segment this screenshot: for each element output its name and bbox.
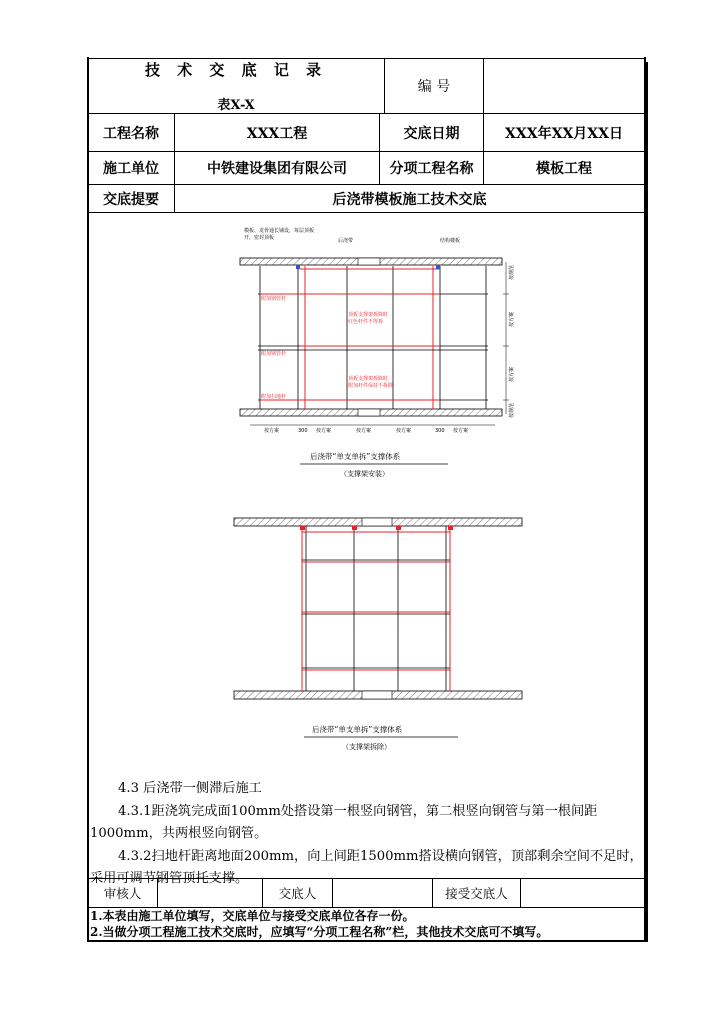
discloser-value bbox=[333, 879, 433, 908]
contractor-label: 施工单位 bbox=[88, 152, 175, 185]
red-brackets-2 bbox=[300, 526, 453, 530]
title-cell bbox=[88, 59, 484, 114]
right-dim-4: 按规范 bbox=[509, 402, 515, 418]
top-brackets bbox=[296, 265, 440, 269]
date-label: 交底日期 bbox=[380, 114, 484, 152]
signature-table bbox=[87, 878, 645, 908]
header-table bbox=[87, 58, 645, 213]
bottom-dim-2: 300 bbox=[298, 428, 308, 434]
bottom-dim-4: 按方案 bbox=[356, 428, 372, 434]
receiver-value bbox=[521, 879, 645, 908]
fig1-caption: 后浇带“单支单拆”支撑体系 bbox=[310, 452, 401, 461]
reviewer-value bbox=[158, 879, 263, 908]
frame-shadow-right bbox=[646, 62, 648, 942]
post-pour-gap-top-2 bbox=[362, 518, 392, 526]
summary-label: 交底提要 bbox=[88, 185, 175, 213]
footer-notes bbox=[88, 908, 644, 940]
bottom-dim-6: 300 bbox=[435, 428, 445, 434]
fig1-label-sweep: 附加扫地杆 bbox=[261, 394, 287, 400]
right-dim-3: 按方案 bbox=[509, 366, 515, 382]
note-1: 1.本表由施工单位填写，交底单位与接受交底单位各存一份。 bbox=[90, 909, 415, 923]
figure-support-installation bbox=[230, 222, 520, 487]
fig1-note-red-1b: 红色杆件不得拆 bbox=[348, 319, 384, 325]
vertical-poles-2 bbox=[306, 526, 446, 691]
bottom-dim-1: 按方案 bbox=[264, 428, 280, 434]
horizontal-poles-2 bbox=[302, 560, 450, 668]
item-4-3-1: 4.3.1距浇筑完成面100mm处搭设第一根竖向钢管，第二根竖向钢管与第一根间距1000mm，共两根竖向钢管。 bbox=[90, 803, 598, 841]
body-text bbox=[90, 778, 643, 891]
document-subtitle: 表X-X bbox=[217, 98, 255, 113]
fig1-label-slab: 结构楼板 bbox=[440, 238, 461, 244]
discloser-label: 交底人 bbox=[263, 879, 333, 908]
section-heading: 4.3 后浇带一侧滞后施工 bbox=[118, 781, 262, 796]
post-pour-gap-bottom-2 bbox=[362, 691, 392, 699]
bottom-dim-7: 按方案 bbox=[453, 428, 469, 434]
right-dim-1: 按规范 bbox=[509, 264, 515, 280]
fig1-note-red-2: 顶板支撑架拆除时 bbox=[348, 376, 389, 382]
subproject-value: 模板工程 bbox=[484, 152, 645, 185]
fig2-caption-sub: （支撑架拆除） bbox=[342, 743, 391, 751]
fig2-caption: 后浇带“单支单拆”支撑体系 bbox=[312, 725, 403, 734]
number-label: 编 号 bbox=[417, 78, 451, 95]
red-horizontal-poles-2 bbox=[302, 532, 450, 670]
post-pour-gap-top bbox=[358, 258, 380, 265]
bottom-dim-5: 按方案 bbox=[396, 428, 412, 434]
receiver-label: 接受交底人 bbox=[433, 879, 521, 908]
summary-value: 后浇带模板施工技术交底 bbox=[175, 185, 645, 213]
fig1-label-top-left-2: 开，密封顶板 bbox=[244, 235, 275, 241]
fig1-label-post-pour: 后浇带 bbox=[338, 238, 354, 244]
document-title: 技 术 交 底 记 录 bbox=[144, 61, 328, 79]
fig1-note-red-2b: 附加杆件保持不拆除 bbox=[348, 383, 394, 389]
project-name-value: XXX工程 bbox=[175, 114, 380, 152]
date-value: XXX年XX月XX日 bbox=[484, 114, 645, 152]
right-dimension-line bbox=[503, 262, 509, 414]
note-2: 2.当做分项工程施工技术交底时，应填写“分项工程名称”栏，其他技术交底可不填写。 bbox=[90, 925, 549, 939]
contractor-value: 中铁建设集团有限公司 bbox=[175, 152, 380, 185]
frame-bottom bbox=[87, 940, 646, 942]
fig1-label-add-pole-1: 附加钢管杆 bbox=[261, 296, 287, 302]
subproject-label: 分项工程名称 bbox=[380, 152, 484, 185]
project-name-label: 工程名称 bbox=[88, 114, 175, 152]
item-4-3-2: 4.3.2扫地杆距离地面200mm，向上间距1500mm搭设横向钢管，顶部剩余空间不足时，采用可调节钢管顶托支撑。 bbox=[90, 848, 643, 886]
reviewer-label: 审核人 bbox=[88, 879, 158, 908]
right-dim-2: 按方案 bbox=[509, 311, 515, 327]
fig1-caption-sub: （支撑架安装） bbox=[340, 470, 389, 478]
fig1-label-top-left: 模板、龙骨通长铺设，每层顶板 bbox=[244, 228, 315, 234]
number-value bbox=[484, 59, 645, 114]
bottom-dim-3: 按方案 bbox=[316, 428, 332, 434]
fig1-label-add-pole-2: 附加钢管杆 bbox=[261, 351, 287, 357]
red-vertical-poles-2 bbox=[302, 526, 450, 691]
post-pour-gap-bottom bbox=[358, 409, 380, 416]
figure-support-removal bbox=[230, 510, 530, 760]
fig1-note-red-1: 顶板支撑架拆除时 bbox=[348, 312, 389, 318]
